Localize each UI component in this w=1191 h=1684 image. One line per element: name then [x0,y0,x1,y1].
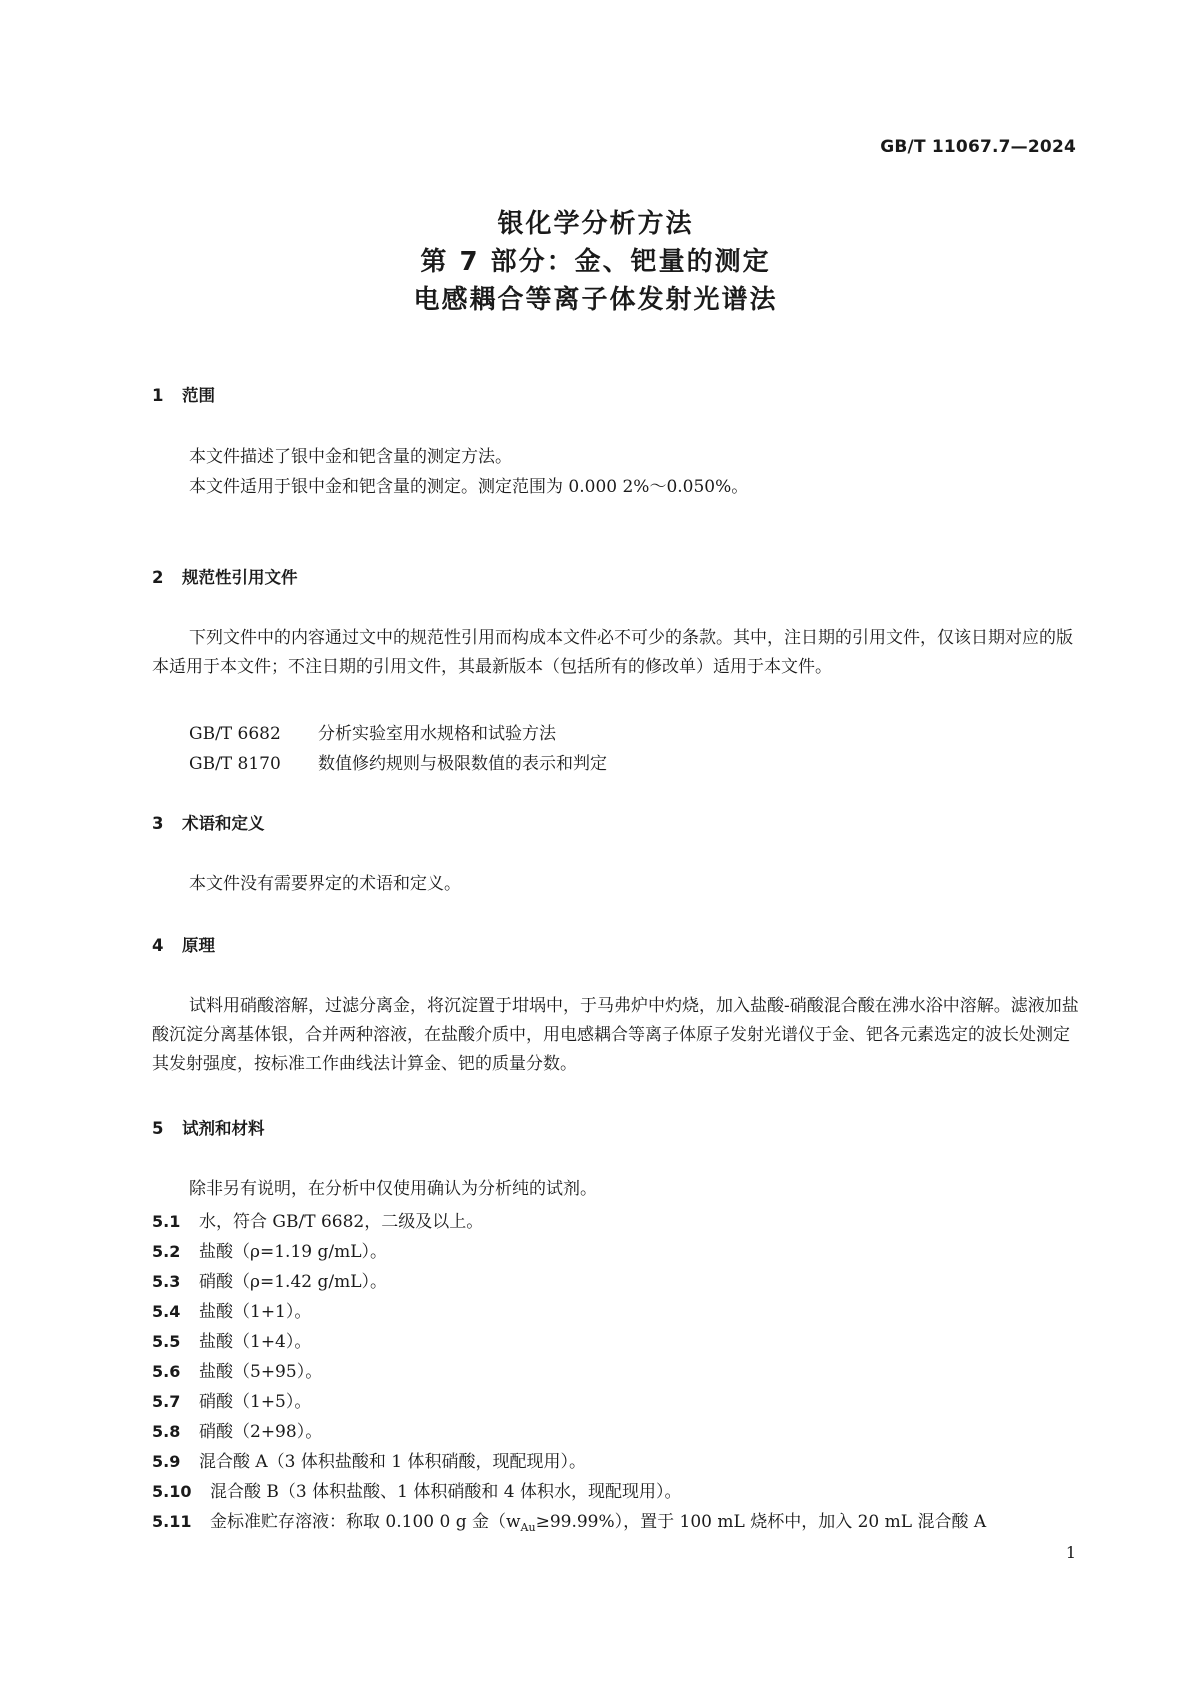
reference-title: 分析实验室用水规格和试验方法 [318,724,556,744]
title-line-1: 银化学分析方法 [497,209,694,239]
item-text: 盐酸（5+95）。 [199,1362,323,1382]
item-text: 硝酸（2+98）。 [199,1422,323,1442]
item-text: 盐酸（1+4）。 [199,1332,312,1352]
list-item [152,1357,322,1382]
item-text: 混合酸 B（3 体积盐酸、1 体积硝酸和 4 体积水，现配现用）。 [210,1482,682,1502]
paragraph: 本文件没有需要界定的术语和定义。 [189,874,461,894]
paragraph: 下列文件中的内容通过文中的规范性引用而构成本文件必不可少的条款。其中，注日期的引用文件，仅该日期对应的版本适用于本文件；不注日期的引用文件，其最新版本（包括所有的修改单）适用于本文件。 [152,628,1073,677]
list-item [152,1417,322,1442]
section-number: 3 [152,814,164,833]
item-text: 硝酸（1+5）。 [199,1392,312,1412]
title-line-2: 第 7 部分：金、钯量的测定 [420,247,771,277]
list-item [152,1327,311,1352]
paragraph: 本文件描述了银中金和钯含量的测定方法。 [189,447,512,467]
item-number: 5.7 [152,1392,181,1411]
section-heading-4 [152,932,215,956]
paragraph: 试料用硝酸溶解，过滤分离金，将沉淀置于坩埚中，于马弗炉中灼烧，加入盐酸-硝酸混合酸在沸水浴中溶解。滤液加盐酸沉淀分离基体银，合并两种溶液，在盐酸介质中，用电感耦合等离子体原子发射光谱仪于金、钯各元素选定的波长处测定其发射强度，按标准工作曲线法计算金、钯的质量分数。 [152,996,1079,1074]
normative-reference [189,749,607,774]
item-number: 5.2 [152,1242,181,1261]
list-item [152,1207,483,1232]
section-heading-5 [152,1115,265,1139]
item-number: 5.8 [152,1422,181,1441]
section-heading-1 [152,382,215,406]
section-number: 2 [152,568,164,587]
item-number: 5.9 [152,1452,181,1471]
list-item [152,1477,681,1502]
section-number: 1 [152,386,164,405]
item-number: 5.11 [152,1512,192,1531]
section-heading-3 [152,810,265,834]
section-title: 规范性引用文件 [182,568,298,587]
item-text: 盐酸（ρ=1.19 g/mL）。 [199,1242,388,1262]
subscript-au: Au [520,1521,536,1534]
page-number: 1 [1065,1543,1076,1562]
paragraph: 本文件适用于银中金和钯含量的测定。测定范围为 0.000 2%～0.050%。 [189,477,749,497]
section-title: 术语和定义 [182,814,265,833]
paragraph: 除非另有说明，在分析中仅使用确认为分析纯的试剂。 [189,1179,597,1199]
item-number: 5.6 [152,1362,181,1381]
reference-code: GB/T 6682 [189,724,281,744]
item-text: 硝酸（ρ=1.42 g/mL）。 [199,1272,388,1292]
title-line-3: 电感耦合等离子体发射光谱法 [413,285,778,315]
section-title: 原理 [182,936,215,955]
list-item [152,1237,387,1262]
section-number: 5 [152,1119,164,1138]
item-text: 盐酸（1+1）。 [199,1302,312,1322]
list-item [152,1447,586,1472]
item-text [210,1512,986,1532]
item-text: 混合酸 A（3 体积盐酸和 1 体积硝酸，现配现用）。 [199,1452,587,1472]
item-number: 5.10 [152,1482,192,1501]
document-title [0,205,1191,319]
item-text-part-a: 金标准贮存溶液：称取 0.100 0 g 金（w [210,1512,521,1532]
list-item [152,1297,311,1322]
section-number: 4 [152,936,164,955]
reference-code: GB/T 8170 [189,754,281,774]
section-title: 试剂和材料 [182,1119,265,1138]
item-text-part-b: ≥99.99%），置于 100 mL 烧杯中，加入 20 mL 混合酸 A [535,1512,987,1532]
list-item [152,1267,387,1292]
normative-reference [189,719,556,744]
item-number: 5.4 [152,1302,181,1321]
section-heading-2 [152,564,298,588]
item-number: 5.1 [152,1212,181,1231]
list-item [152,1387,311,1412]
reference-title: 数值修约规则与极限数值的表示和判定 [318,754,607,774]
standard-number: GB/T 11067.7—2024 [880,137,1076,157]
item-text: 水，符合 GB/T 6682，二级及以上。 [199,1212,484,1232]
section-title: 范围 [182,386,215,405]
item-number: 5.3 [152,1272,181,1291]
list-item [152,1507,986,1534]
item-number: 5.5 [152,1332,181,1351]
